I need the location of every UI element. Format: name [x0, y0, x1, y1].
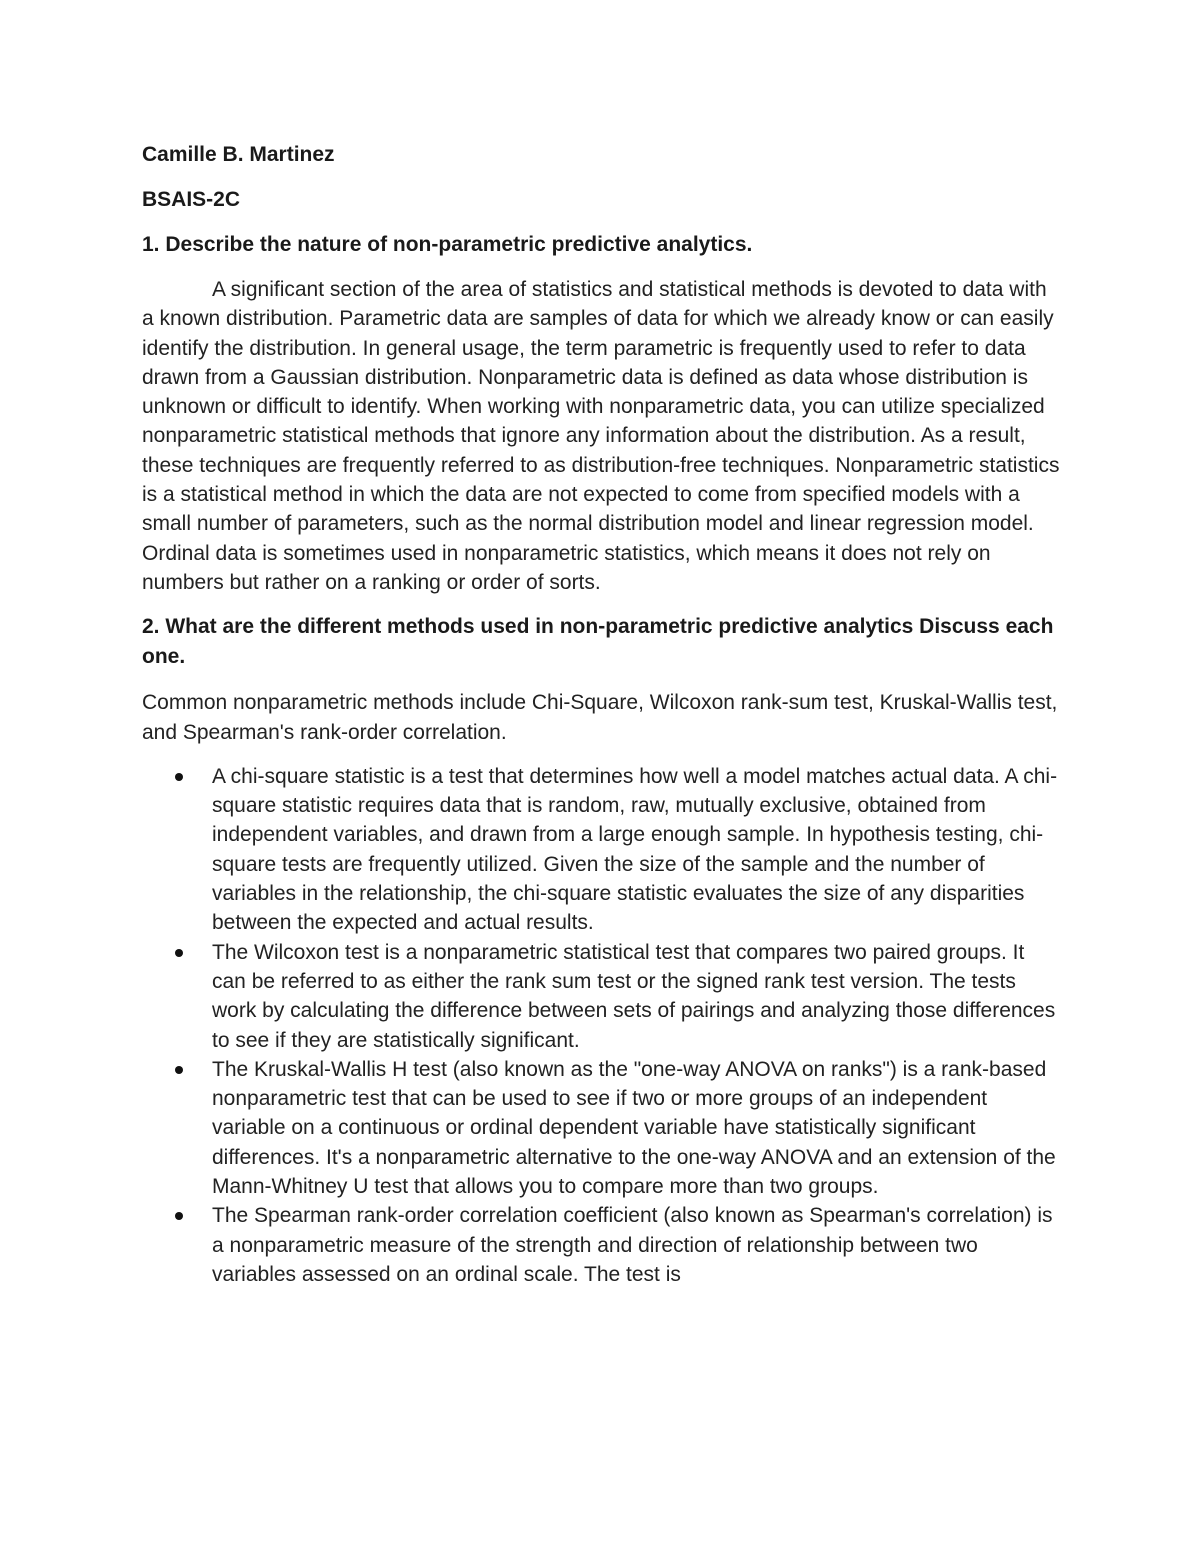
- bullet-icon: [175, 773, 183, 781]
- list-item-text: The Spearman rank-order correlation coefficient (also known as Spearman's correlation) is a nonparametric measure of the strength and direction of relationship between two variables assessed on an ordinal scale. The test is: [212, 1204, 1053, 1286]
- question-1-title: 1. Describe the nature of non-parametric predictive analytics.: [142, 233, 753, 256]
- question-2-intro: Common nonparametric methods include Chi-Square, Wilcoxon rank-sum test, Kruskal-Wallis test, and Spearman's rank-order correlation.: [142, 691, 1058, 744]
- bullet-icon: [175, 949, 183, 957]
- list-item: [142, 762, 1062, 938]
- course-section: BSAIS-2C: [142, 188, 241, 211]
- question-1-answer: A significant section of the area of statistics and statistical methods is devoted to data with a known distribution. Parametric data are samples of data for which we already know or can easily identify the distribution. In general usage, the term parametric is frequently used to refer to data drawn from a Gaussian distribution. Nonparametric data is defined as data whose distribution is unknown or difficult to identify. When working with nonparametric data, you can utilize specialized nonparametric statistical methods that ignore any information about the distribution. As a result, these techniques are frequently referred to as distribution-free techniques. Nonparametric statistics is a statistical method in which the data are not expected to come from specified models with a small number of parameters, such as the normal distribution model and linear regression model. Ordinal data is sometimes used in nonparametric statistics, which means it does not rely on numbers but rather on a ranking or order of sorts.: [142, 278, 1060, 594]
- document-page: [142, 140, 1062, 1289]
- question-2-title: 2. What are the different methods used in non-parametric predictive analytics Discuss each one.: [142, 615, 1054, 669]
- list-item: [142, 1201, 1062, 1289]
- list-item: [142, 938, 1062, 1055]
- methods-list: [142, 762, 1062, 1289]
- list-item: [142, 1055, 1062, 1201]
- bullet-icon: [175, 1212, 183, 1220]
- list-item-text: A chi-square statistic is a test that determines how well a model matches actual data. A chi-square statistic requires data that is random, raw, mutually exclusive, obtained from independent variables, and drawn from a large enough sample. In hypothesis testing, chi-square tests are frequently utilized. Given the size of the sample and the number of variables in the relationship, the chi-square statistic evaluates the size of any disparities between the expected and actual results.: [212, 764, 1058, 935]
- list-item-text: The Wilcoxon test is a nonparametric statistical test that compares two paired groups. It can be referred to as either the rank sum test or the signed rank test version. The tests work by calculating the difference between sets of pairings and analyzing those differences to see if they are statistically significant.: [212, 940, 1056, 1052]
- bullet-icon: [175, 1066, 183, 1074]
- list-item-text: The Kruskal-Wallis H test (also known as the "one-way ANOVA on ranks") is a rank-based nonparametric test that can be used to see if two or more groups of an independent variable on a continuous or ordinal dependent variable have statistically significant differences. It's a nonparametric alternative to the one-way ANOVA and an extension of the Mann-Whitney U test that allows you to compare more than two groups.: [212, 1057, 1056, 1199]
- author-name: Camille B. Martinez: [142, 143, 335, 166]
